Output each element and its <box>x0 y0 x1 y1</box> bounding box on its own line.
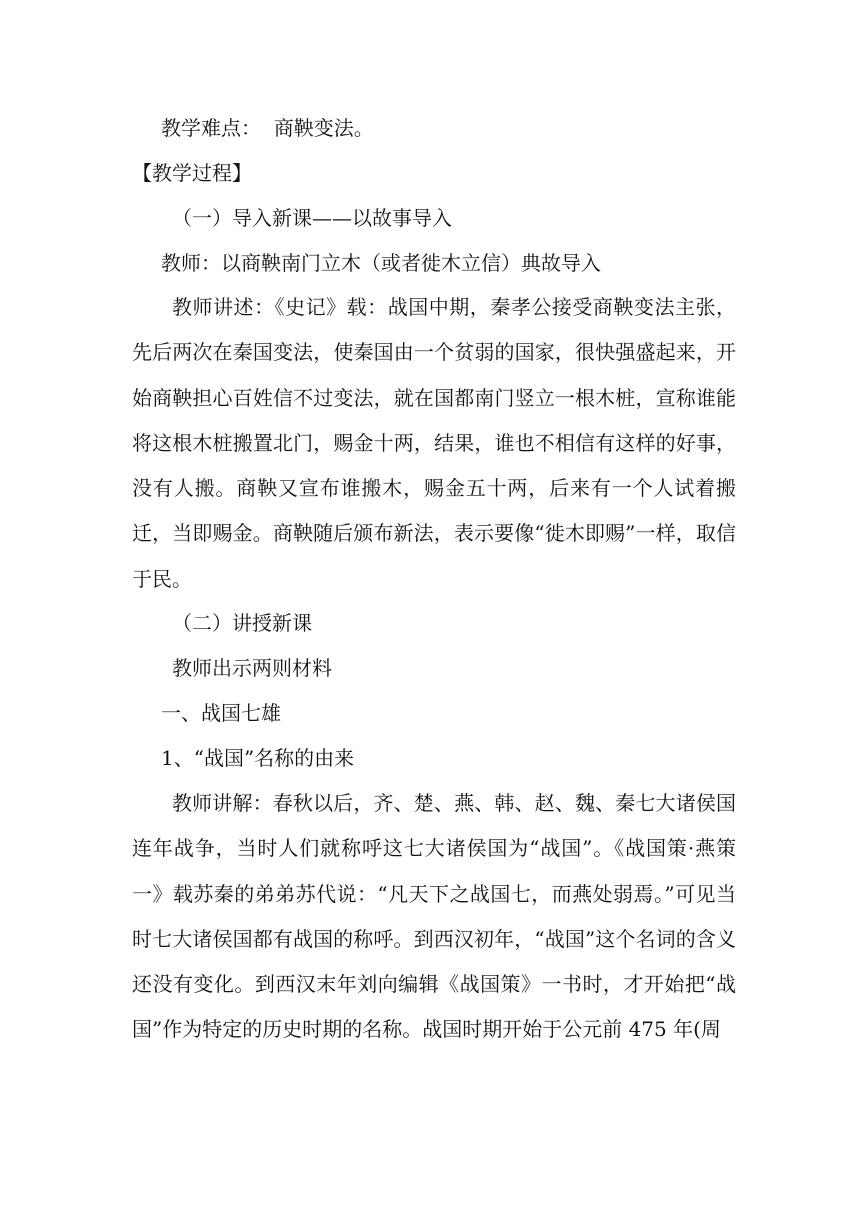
materials-line: 教师出示两则材料 <box>172 656 332 680</box>
subsection-heading: 1、“战国”名称的由来 <box>161 746 355 770</box>
teaching-difficulty: 教学难点： 商鞅变法。 <box>161 116 374 140</box>
teacher-intro: 教师：以商鞅南门立木（或者徙木立信）典故导入 <box>161 251 601 275</box>
explanation-paragraph: 教师讲解：春秋以后，齐、楚、燕、韩、赵、魏、秦七大诸侯国连年战争，当时人们就称呼这七大诸侯国为“战国”。《战国策·燕策一》载苏秦的弟弟苏代说：“凡天下之战国七，而燕处弱焉。”可见当时七大诸侯国都有战国的称呼。到西汉初年，“战国”这个名词的含义还没有变化。到西汉末年刘向编辑《战国策》一书时，才开始把“战国”作为特定的历史时期的名称。战国时期开始于公元前 475 年(周 <box>132 791 736 1042</box>
section-heading: 一、战国七雄 <box>161 701 281 725</box>
teach-heading: （二）讲授新课 <box>172 611 312 635</box>
teaching-process-heading: 【教学过程】 <box>132 161 252 185</box>
story-paragraph: 教师讲述：《史记》载：战国中期，秦孝公接受商鞅变法主张，先后两次在秦国变法，使秦国由一个贫弱的国家，很快强盛起来，开始商鞅担心百姓信不过变法，就在国都南门竖立一根木桩，宣称谁能将这根木桩搬置北门，赐金十两，结果，谁也不相信有这样的好事，没有人搬。商鞅又宣布谁搬木，赐金五十两，后来有一个人试着搬迁，当即赐金。商鞅随后颁布新法，表示要像“徙木即赐”一样，取信于民。 <box>132 295 736 591</box>
intro-heading: （一）导入新课——以故事导入 <box>172 206 452 230</box>
